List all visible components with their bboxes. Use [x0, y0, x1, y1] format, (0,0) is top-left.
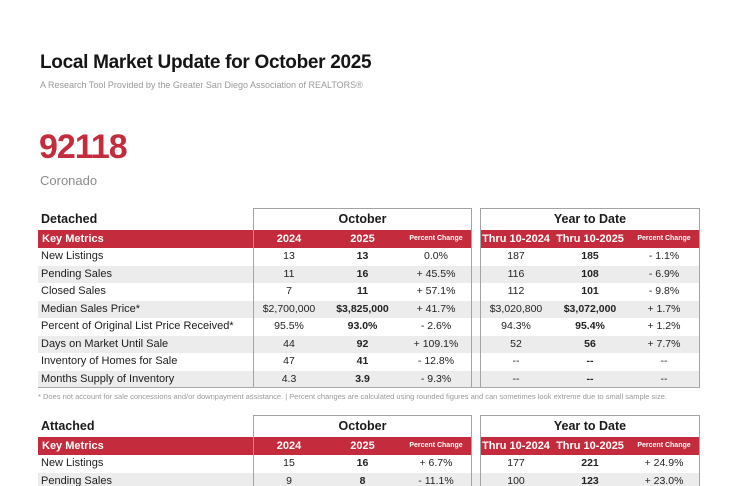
value-2025: 92 [356, 337, 369, 350]
value-thru-2024: 94.3% [501, 320, 531, 332]
value-thru-2025: 56 [584, 337, 596, 350]
metric-label: Percent of Original List Price Received* [41, 320, 234, 332]
ytd-percent-change: + 7.7% [647, 337, 681, 350]
metric-label: New Listings [41, 457, 104, 469]
value-2024: 44 [283, 337, 295, 350]
attached-rows [38, 455, 700, 486]
percent-change: + 45.5% [416, 267, 456, 280]
metric-label: New Listings [41, 250, 104, 262]
column-gap [472, 283, 480, 301]
value-2024: $2,700,000 [262, 302, 316, 315]
metric-label: Pending Sales [41, 474, 112, 486]
footnote: * Does not account for sale concessions and/or downpayment assistance. | Percent changes are calculated using rounded figures and can sometimes look extreme due to small sample size. [38, 392, 667, 401]
value-2024: 13 [283, 250, 295, 262]
table-row [38, 336, 700, 354]
col-header-2024: 2024 [253, 437, 325, 455]
column-gap [472, 248, 480, 266]
value-thru-2024: 100 [507, 474, 525, 486]
percent-change: - 2.6% [420, 320, 452, 332]
ytd-percent-change: - 6.9% [648, 267, 680, 280]
col-header-thru-2024: Thru 10-2024 [480, 437, 552, 455]
metric-label: Median Sales Price* [41, 302, 141, 315]
detached-rows [38, 248, 700, 388]
table-row [38, 318, 700, 336]
percent-change: - 11.1% [418, 474, 454, 486]
attached-table [38, 415, 700, 486]
value-2025: 16 [356, 457, 369, 469]
column-gap [472, 230, 480, 248]
value-2024: 15 [283, 457, 295, 469]
ytd-percent-change: -- [660, 372, 668, 385]
ytd-percent-change: + 24.9% [644, 457, 684, 469]
detached-table [38, 208, 700, 388]
value-2025: 3.9 [355, 372, 370, 385]
value-thru-2025: 123 [581, 474, 599, 486]
value-2024: 95.5% [274, 320, 304, 332]
ytd-percent-change: + 1.7% [647, 302, 681, 315]
value-thru-2024: 112 [507, 285, 525, 297]
column-gap [472, 473, 480, 486]
col-header-thru-2025: Thru 10-2025 [552, 437, 628, 455]
month-group-header: October [338, 212, 387, 226]
percent-change: 0.0% [424, 250, 448, 262]
column-gap [472, 266, 480, 284]
ytd-percent-change: + 1.2% [647, 320, 681, 332]
table-row [38, 266, 700, 284]
value-thru-2024: 187 [507, 250, 525, 262]
value-2025: 11 [356, 285, 369, 297]
value-thru-2024: $3,020,800 [489, 302, 543, 315]
column-gap [472, 318, 480, 336]
col-header-thru-2025: Thru 10-2025 [552, 230, 628, 248]
value-thru-2025: 95.4% [575, 320, 605, 332]
key-metrics-label: Key Metrics [38, 437, 253, 455]
metric-label: Months Supply of Inventory [41, 372, 175, 385]
key-metrics-label: Key Metrics [38, 230, 253, 248]
value-2024: 11 [283, 267, 295, 280]
col-header-percent-change: Percent Change [628, 230, 700, 248]
value-2025: 93.0% [347, 320, 378, 332]
group-header-row [38, 415, 700, 437]
col-header-2024: 2024 [253, 230, 325, 248]
value-2024: 4.3 [281, 372, 297, 385]
percent-change: + 109.1% [413, 337, 459, 350]
value-thru-2024: -- [512, 355, 520, 367]
month-group-header: October [338, 419, 387, 433]
column-gap [472, 455, 480, 473]
col-header-thru-2024: Thru 10-2024 [480, 230, 552, 248]
value-2025: $3,825,000 [336, 302, 389, 315]
key-metrics-header-row [38, 230, 700, 248]
percent-change: + 57.1% [416, 285, 456, 297]
metric-label: Inventory of Homes for Sale [41, 355, 178, 367]
value-thru-2025: $3,072,000 [563, 302, 617, 315]
zip-code: 92118 [39, 128, 127, 166]
value-2025: 16 [356, 267, 369, 280]
value-thru-2025: 108 [581, 267, 599, 280]
value-2025: 13 [356, 250, 369, 262]
value-thru-2024: -- [512, 372, 520, 385]
area-name: Coronado [40, 173, 98, 188]
col-header-percent-change: Percent Change [628, 437, 700, 455]
value-2024: 7 [286, 285, 292, 297]
value-thru-2025: -- [586, 355, 594, 367]
value-2025: 41 [356, 355, 369, 367]
percent-change: - 12.8% [417, 355, 455, 367]
percent-change: + 41.7% [416, 302, 456, 315]
value-thru-2025: 101 [581, 285, 599, 297]
group-header-row [38, 208, 700, 230]
column-gap [472, 353, 480, 371]
page-title: Local Market Update for October 2025 [40, 52, 372, 73]
ytd-percent-change: - 1.1% [648, 250, 680, 262]
metric-label: Closed Sales [41, 285, 106, 297]
ytd-percent-change: - 9.8% [648, 285, 680, 297]
table-row [38, 301, 700, 319]
ytd-percent-change: -- [660, 355, 668, 367]
page-subtitle: A Research Tool Provided by the Greater San Diego Association of REALTORS® [40, 80, 363, 90]
percent-change: - 9.3% [420, 372, 452, 385]
ytd-group-header: Year to Date [553, 212, 627, 226]
column-gap [472, 301, 480, 319]
value-thru-2025: 221 [581, 457, 599, 469]
column-gap [472, 371, 480, 389]
table-row [38, 455, 700, 473]
section-title-attached: Attached [41, 419, 95, 433]
col-header-percent-change: Percent Change [400, 437, 472, 455]
table-row [38, 353, 700, 371]
value-thru-2025: -- [586, 372, 594, 385]
table-row [38, 248, 700, 266]
column-gap [472, 336, 480, 354]
ytd-percent-change: + 23.0% [644, 474, 684, 486]
metric-label: Pending Sales [41, 267, 112, 280]
value-thru-2025: 185 [581, 250, 599, 262]
column-gap [472, 437, 480, 455]
value-thru-2024: 116 [507, 267, 525, 280]
key-metrics-header-row [38, 437, 700, 455]
col-header-2025: 2025 [325, 437, 400, 455]
value-2025: 8 [359, 474, 366, 486]
table-row [38, 371, 700, 389]
value-2024: 47 [283, 355, 295, 367]
percent-change: + 6.7% [419, 457, 453, 469]
value-thru-2024: 52 [510, 337, 522, 350]
ytd-group-header: Year to Date [553, 419, 627, 433]
table-row [38, 283, 700, 301]
value-thru-2024: 177 [507, 457, 525, 469]
metric-label: Days on Market Until Sale [41, 337, 169, 350]
col-header-percent-change: Percent Change [400, 230, 472, 248]
value-2024: 9 [286, 474, 292, 486]
col-header-2025: 2025 [325, 230, 400, 248]
section-title-detached: Detached [41, 212, 98, 226]
table-row [38, 473, 700, 486]
